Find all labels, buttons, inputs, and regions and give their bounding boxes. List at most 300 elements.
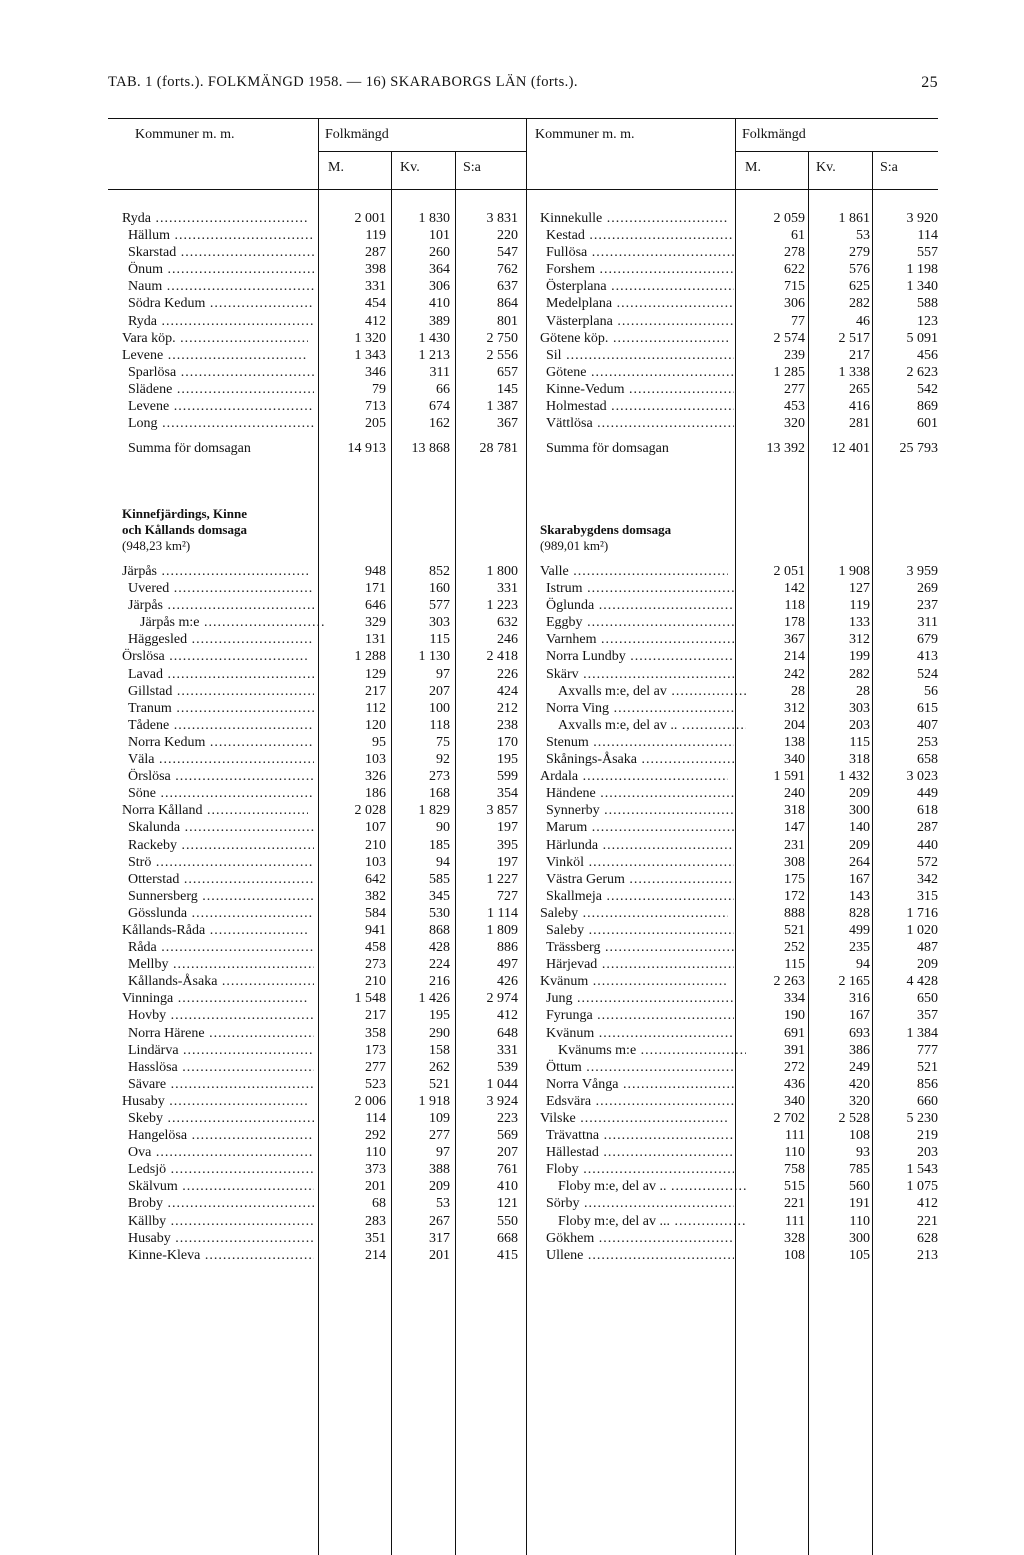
kommun-name: Vilske ..... [540,1110,728,1127]
kommun-name: Kållands-Råda ..... [122,922,308,939]
table-row [540,347,938,364]
kommun-name: Hovby ..... [128,1007,314,1024]
value-sa: 762 [497,262,518,278]
table-row [122,580,518,597]
value-sa: 547 [497,245,518,261]
value-sa: 197 [497,854,518,870]
kommun-name: Väla ..... [128,751,314,768]
value-sa: 650 [917,991,938,1007]
header-folkmangd-right: Folkmängd [742,127,806,142]
table-row [122,1059,518,1076]
value-m: 214 [365,1247,386,1263]
kommun-name: Sörby ..... [546,1195,734,1212]
group-area-left: (948,23 km²) [122,538,191,553]
table-row [122,922,518,939]
value-sa: 1 340 [906,279,938,295]
value-kv: 119 [849,598,870,614]
value-sa: 4 428 [906,974,938,990]
kommun-name: Sil ..... [546,347,734,364]
page-number: 25 [921,74,938,91]
kommun-name: Ardala ..... [540,768,728,785]
table-row [122,1213,518,1230]
value-kv: 311 [429,364,450,380]
value-m: 436 [784,1076,805,1092]
value-sa: 426 [497,974,518,990]
left-bottom-block [122,563,518,1264]
kommun-name: Skallmeja ..... [546,888,734,905]
value-sa: 542 [917,381,938,397]
value-sa: 410 [497,1179,518,1195]
kommun-name: Kvänum ..... [546,1025,734,1042]
value-m: 2 702 [773,1111,805,1126]
value-sa: 1 044 [486,1076,518,1092]
table-row [540,666,938,683]
value-kv: 388 [429,1162,450,1178]
kommun-name: Forshem ..... [546,261,734,278]
table-row [540,819,938,836]
value-sa: 311 [917,615,938,631]
value-m: 584 [365,905,386,921]
table-row [540,888,938,905]
value-m: 391 [784,1042,805,1058]
kommun-name: Norra Lundby ..... [546,648,734,665]
value-m: 204 [784,717,805,733]
kommun-name: Gillstad ..... [128,683,314,700]
table-row [122,227,518,244]
value-m: 103 [365,854,386,870]
table-row [540,1059,938,1076]
header-m-left: M. [328,160,344,175]
value-m: 273 [365,957,386,973]
value-m: 119 [365,228,386,244]
value-m: 292 [365,1128,386,1144]
kommun-name: Kållands-Åsaka ..... [128,973,314,990]
kommun-name: Västra Gerum ..... [546,871,734,888]
kommun-name: Södra Kedum ..... [128,295,314,312]
table-row [122,1144,518,1161]
value-sa: 269 [917,581,938,597]
value-kv: 108 [849,1128,870,1144]
table-row [540,905,938,922]
kommun-name: Vara köp. ..... [122,330,308,347]
value-sa: 801 [497,313,518,329]
value-sa: 357 [917,1008,938,1024]
value-m: 28 [791,683,805,699]
value-kv: 201 [429,1247,450,1263]
kommun-name: Händene ..... [546,785,734,802]
value-m: 328 [784,1230,805,1246]
value-sa: 367 [497,416,518,432]
kommun-name: Saleby ..... [540,905,728,922]
value-m: 110 [365,1145,386,1161]
value-sa: 331 [497,1042,518,1058]
value-kv: 282 [849,296,870,312]
header-sa-right: S:a [880,160,898,175]
kommun-name: Mellby ..... [128,956,314,973]
kommun-name: Hällestad ..... [546,1144,734,1161]
kommun-name: Rackeby ..... [128,837,314,854]
table-row [540,210,938,227]
value-kv: 577 [429,598,450,614]
table-row [540,1213,938,1230]
kommun-name: Marum ..... [546,819,734,836]
table-row [540,1025,938,1042]
value-m: 214 [784,649,805,665]
top-rule [108,118,938,119]
kommun-name: Trävattna ..... [546,1127,734,1144]
value-kv: 1 130 [418,649,450,665]
value-m: 334 [784,991,805,1007]
value-m: 190 [784,1008,805,1024]
value-kv: 389 [429,313,450,329]
value-sa: 618 [917,803,938,819]
summa-label: Summa för domsagan [128,441,251,457]
kommun-name: Broby ..... [128,1195,314,1212]
value-sa: 1 198 [906,262,938,278]
value-m: 2 574 [773,330,805,346]
value-sa: 657 [497,364,518,380]
kommun-name: Kinne-Vedum ..... [546,381,734,398]
group-title-left [122,506,247,554]
value-sa: 412 [917,1196,938,1212]
table-row [122,210,518,227]
value-kv: 282 [849,666,870,682]
table-row [122,614,518,631]
value-kv: 265 [849,381,870,397]
value-sa: 5 091 [906,330,938,346]
value-kv: 300 [849,803,870,819]
value-kv: 115 [429,632,450,648]
kommun-name: Örslösa ..... [128,768,314,785]
kommun-name: Floby ..... [546,1161,734,1178]
table-row [122,1110,518,1127]
kommun-name: Istrum ..... [546,580,734,597]
value-sa: 170 [497,734,518,750]
value-m: 111 [785,1213,805,1229]
value-m: 110 [784,1145,805,1161]
header-kv-right: Kv. [816,160,836,175]
value-m: 346 [365,364,386,380]
value-kv: 92 [436,752,450,768]
table-row [122,563,518,580]
table-row [540,313,938,330]
value-sa: 207 [497,1145,518,1161]
value-sa: 3 023 [906,769,938,785]
value-kv: 410 [429,296,450,312]
kommun-name: Örslösa ..... [122,648,308,665]
value-kv: 195 [429,1008,450,1024]
value-kv: 318 [849,752,870,768]
value-sa: 25 793 [899,441,938,457]
value-m: 278 [784,245,805,261]
value-m: 646 [365,598,386,614]
table-row [540,973,938,990]
folkmangd-rule-left [318,151,526,152]
kommun-name: Fyrunga ..... [546,1007,734,1024]
table-row [122,1127,518,1144]
value-kv: 110 [849,1213,870,1229]
value-sa: 287 [917,820,938,836]
value-m: 2 028 [354,803,386,819]
value-kv: 1 918 [418,1093,450,1109]
value-kv: 320 [849,1093,870,1109]
value-sa: 3 924 [486,1093,518,1109]
value-m: 77 [791,313,805,329]
kommun-name: Norra Kedum ..... [128,734,314,751]
value-sa: 1 800 [486,564,518,579]
value-m: 454 [365,296,386,312]
table-row [122,347,518,364]
value-sa: 2 623 [906,364,938,380]
value-sa: 1 223 [486,598,518,614]
value-m: 252 [784,940,805,956]
value-sa: 209 [917,957,938,973]
value-sa: 569 [497,1128,518,1144]
table-row [122,956,518,973]
value-kv: 66 [436,381,450,397]
value-kv: 262 [429,1059,450,1075]
table-row [540,1178,938,1195]
table-row [540,244,938,261]
value-kv: 93 [856,1145,870,1161]
value-kv: 1 829 [418,803,450,819]
value-m: 14 913 [347,441,386,457]
kommun-name: Valle ..... [540,563,728,580]
table-row [540,330,938,347]
value-m: 242 [784,666,805,682]
value-m: 320 [784,416,805,432]
value-m: 217 [365,683,386,699]
table-row [540,1247,938,1264]
kommun-name: Kestad ..... [546,227,734,244]
value-kv: 281 [849,416,870,432]
value-m: 205 [365,416,386,432]
value-kv: 625 [849,279,870,295]
value-kv: 105 [849,1247,870,1263]
value-sa: 886 [497,940,518,956]
value-kv: 530 [429,905,450,921]
table-row [540,563,938,580]
value-sa: 145 [497,381,518,397]
value-m: 115 [784,957,805,973]
value-kv: 203 [849,717,870,733]
value-kv: 852 [429,564,450,579]
kommun-name: Lindärva ..... [128,1042,314,1059]
value-m: 523 [365,1076,386,1092]
table-row [540,415,938,432]
value-sa: 628 [917,1230,938,1246]
table-title: TAB. 1 (forts.). FOLKMÄNGD 1958. — 16) SKARABORGS LÄN (forts.). [108,74,578,90]
value-m: 138 [784,734,805,750]
value-kv: 420 [849,1076,870,1092]
value-m: 329 [365,615,386,631]
value-kv: 75 [436,734,450,750]
kommun-name: Gösslunda ..... [128,905,314,922]
value-m: 326 [365,769,386,785]
value-kv: 428 [429,940,450,956]
value-m: 142 [784,581,805,597]
summa-label: Summa för domsagan [546,441,669,457]
value-kv: 386 [849,1042,870,1058]
header-kommuner-left: Kommuner m. m. [135,127,235,142]
value-sa: 615 [917,700,938,716]
value-kv: 53 [436,1196,450,1212]
value-kv: 303 [429,615,450,631]
table-row [122,1178,518,1195]
value-m: 173 [365,1042,386,1058]
value-sa: 761 [497,1162,518,1178]
value-kv: 235 [849,940,870,956]
kommun-name: Järpås ..... [128,597,314,614]
value-kv: 560 [849,1179,870,1195]
table-row [540,364,938,381]
page-header [108,74,938,98]
table-row [122,398,518,415]
value-m: 382 [365,888,386,904]
value-kv: 300 [849,1230,870,1246]
kommun-name: Kinne-Kleva ..... [128,1247,314,1264]
kommun-name: Axvalls m:e, del av .. ..... [558,717,746,734]
table-row [540,768,938,785]
kommun-name: Västerplana ..... [546,313,734,330]
value-sa: 2 556 [486,347,518,363]
header-sa-left: S:a [463,160,481,175]
value-sa: 123 [917,313,938,329]
kommun-name: Önum ..... [128,261,314,278]
table-row [122,278,518,295]
table-row [122,1247,518,1264]
kommun-name: Saleby ..... [546,922,734,939]
table-row [540,1195,938,1212]
value-kv: 209 [849,837,870,853]
kommun-name: Hangelösa ..... [128,1127,314,1144]
value-m: 201 [365,1179,386,1195]
table-row [540,939,938,956]
value-m: 331 [365,279,386,295]
table-row [122,819,518,836]
kommun-name: Österplana ..... [546,278,734,295]
value-sa: 413 [917,649,938,665]
value-m: 178 [784,615,805,631]
header-kv-left: Kv. [400,160,420,175]
kommun-name: Axvalls m:e, del av ..... [558,683,746,700]
value-sa: 449 [917,786,938,802]
kommun-name: Härlunda ..... [546,837,734,854]
table-row [122,939,518,956]
value-kv: 160 [429,581,450,597]
kommun-name: Norra Kålland ..... [122,802,308,819]
table-row [122,990,518,1007]
table-row [122,785,518,802]
kommun-name: Skeby ..... [128,1110,314,1127]
value-m: 340 [784,752,805,768]
value-sa: 1 020 [906,922,938,938]
kommun-name: Sparlösa ..... [128,364,314,381]
value-kv: 158 [429,1042,450,1058]
value-sa: 2 418 [486,649,518,665]
table-row [122,631,518,648]
table-row [540,751,938,768]
table-row [122,244,518,261]
summa-row [122,440,518,457]
value-kv: 303 [849,700,870,716]
kommun-name: Hasslösa ..... [128,1059,314,1076]
kommun-name: Synnerby ..... [546,802,734,819]
value-m: 1 343 [354,347,386,363]
value-sa: 524 [917,666,938,682]
value-kv: 249 [849,1059,870,1075]
kommun-name: Long ..... [128,415,314,432]
value-kv: 316 [849,991,870,1007]
table-row [540,261,938,278]
kommun-name: Husaby ..... [128,1230,314,1247]
value-sa: 3 857 [486,803,518,819]
value-sa: 648 [497,1025,518,1041]
value-kv: 100 [429,700,450,716]
kommun-name: Ryda ..... [128,313,314,330]
value-sa: 521 [917,1059,938,1075]
kommun-name: Skälvum ..... [128,1178,314,1195]
summa-row [540,440,938,457]
value-m: 114 [365,1111,386,1126]
table-row [540,1144,938,1161]
kommun-name: Skalunda ..... [128,819,314,836]
table-row [540,295,938,312]
value-kv: 209 [429,1179,450,1195]
kommun-name: Gökhem ..... [546,1230,734,1247]
value-m: 948 [365,564,386,579]
value-kv: 2 528 [838,1111,870,1126]
value-kv: 162 [429,416,450,432]
table-row [540,1161,938,1178]
table-row [540,683,938,700]
value-kv: 345 [429,888,450,904]
value-m: 277 [784,381,805,397]
value-m: 622 [784,262,805,278]
value-sa: 114 [917,228,938,244]
value-kv: 499 [849,922,870,938]
table-row [122,973,518,990]
value-sa: 456 [917,347,938,363]
value-kv: 209 [849,786,870,802]
kommun-name: Öglunda ..... [546,597,734,614]
value-kv: 115 [849,734,870,750]
kommun-name: Götene köp. ..... [540,330,728,347]
header-folkmangd-left: Folkmängd [325,127,389,142]
value-sa: 412 [497,1008,518,1024]
kommun-name: Kvänum ..... [540,973,728,990]
value-kv: 216 [429,974,450,990]
kommun-name: Levene ..... [122,347,308,364]
table-row [122,1161,518,1178]
value-kv: 312 [849,632,870,648]
value-kv: 1 432 [838,769,870,785]
value-m: 351 [365,1230,386,1246]
value-sa: 195 [497,752,518,768]
kommun-name: Husaby ..... [122,1093,308,1110]
kommun-name: Floby m:e, del av .. ..... [558,1178,746,1195]
value-m: 172 [784,888,805,904]
kommun-name: Jung ..... [546,990,734,1007]
value-kv: 94 [436,854,450,870]
kommun-name: Sävare ..... [128,1076,314,1093]
value-sa: 557 [917,245,938,261]
value-m: 221 [784,1196,805,1212]
value-kv: 2 165 [838,974,870,990]
value-kv: 97 [436,666,450,682]
value-m: 95 [372,734,386,750]
value-sa: 1 075 [906,1179,938,1195]
